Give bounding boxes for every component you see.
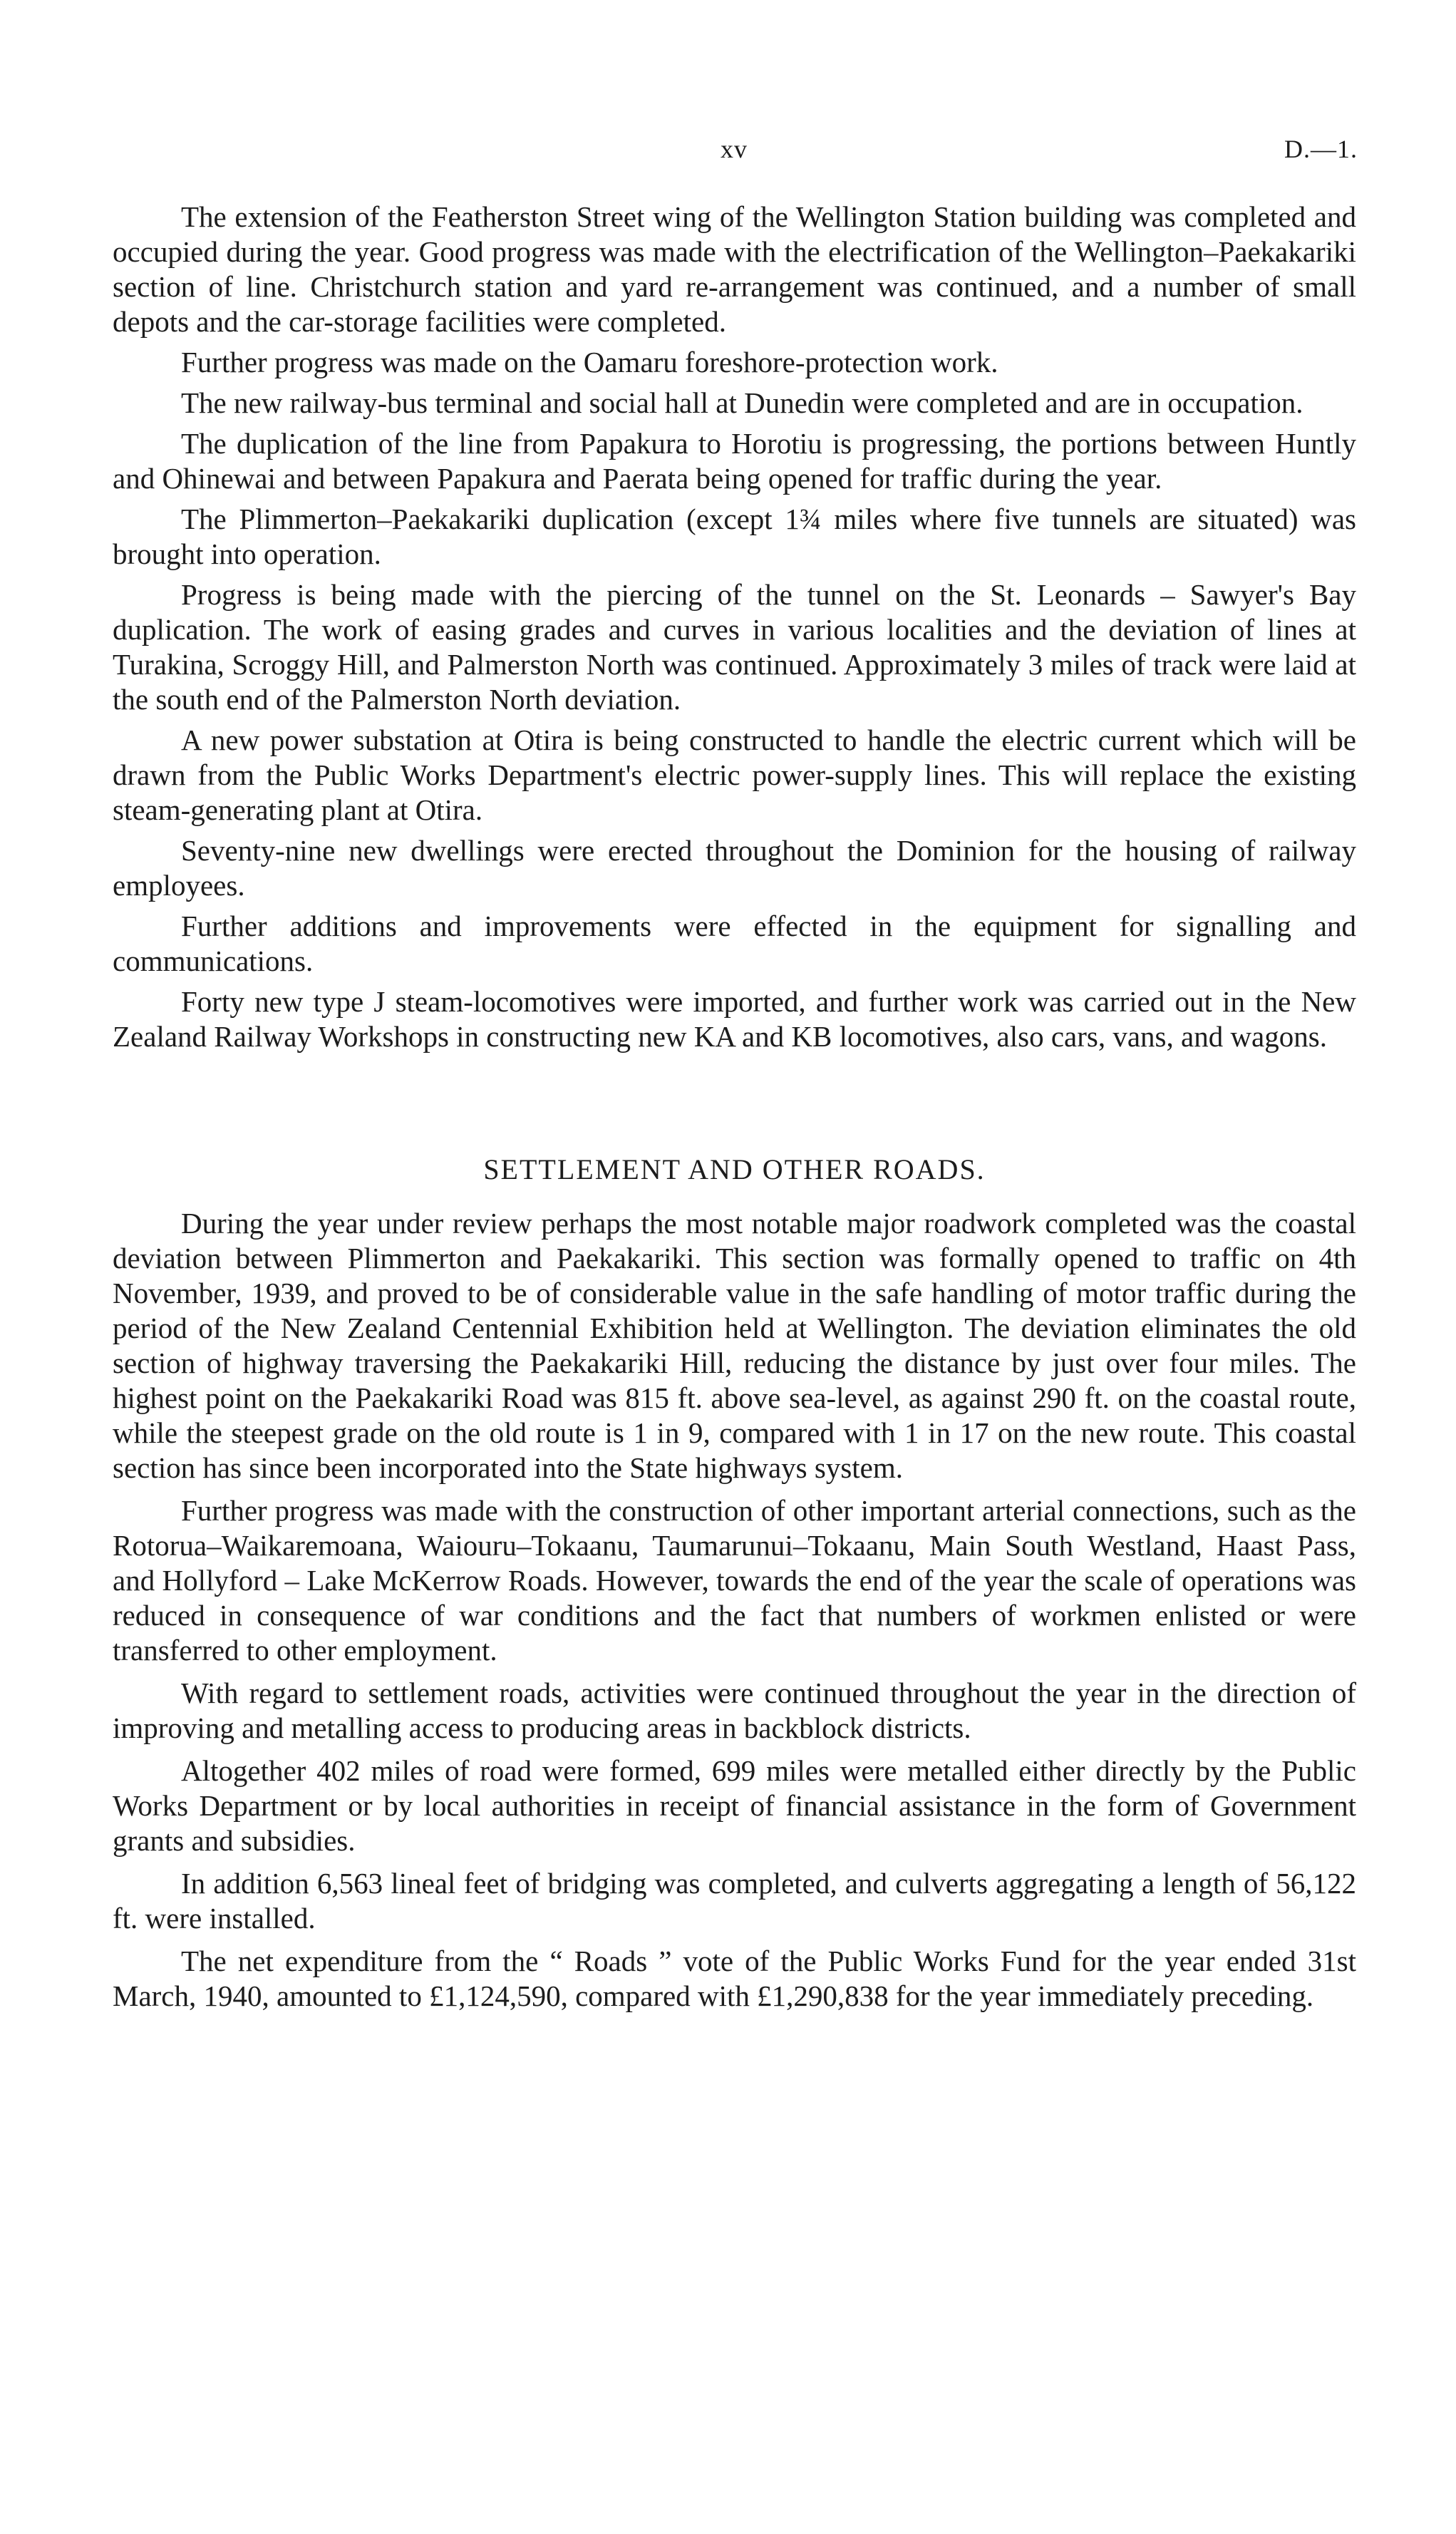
paragraph: With regard to settlement roads, activities were continued throughout the year in the direction of improving and metalling access to producing areas in backblock districts. <box>113 1677 1356 1744</box>
paragraph: The net expenditure from the “ Roads ” vote of the Public Works Fund for the year ended 31st March, 1940, amounted to £1,124,590, compared with £1,290,838 for the year immediately preceding. <box>113 1945 1356 2012</box>
roads-section <box>113 1206 1356 2014</box>
document-body <box>113 200 1356 2014</box>
document-reference: D.—1. <box>1284 135 1358 163</box>
paragraph: The new railway-bus terminal and social hall at Dunedin were completed and are in occupation. <box>181 386 1303 419</box>
section-heading: SETTLEMENT AND OTHER ROADS. <box>483 1153 986 1185</box>
paragraph: Further progress was made on the Oamaru foreshore-protection work. <box>181 346 998 378</box>
paragraph: Forty new type J steam-locomotives were imported, and further work was carried out in the New Zealand Railway Workshops in constructing new KA and KB locomotives, also cars, vans, and wagons. <box>113 985 1356 1053</box>
paragraph: Further additions and improvements were effected in the equipment for signalling and communications. <box>113 910 1356 977</box>
paragraph: The Plimmerton–Paekakariki duplication (except 1¾ miles where five tunnels are situated) was brought into operation. <box>113 503 1356 570</box>
page-folio: xv <box>721 135 748 163</box>
paragraph: Altogether 402 miles of road were formed, 699 miles were metalled either directly by the Public Works Department or by local authorities in receipt of financial assistance in the form of Government grants and subsidies. <box>113 1754 1356 1857</box>
paragraph: The extension of the Featherston Street wing of the Wellington Station building was completed and occupied during the year. Good progress was made with the electrification of the Wellington–Paekakariki section of line. Christchurch station and yard re-arrangement was continued, and a number of small depots and the car-storage facilities were completed. <box>113 200 1356 338</box>
railways-section <box>113 200 1356 1054</box>
paragraph: Seventy-nine new dwellings were erected throughout the Dominion for the housing of railway employees. <box>113 834 1356 902</box>
paragraph: A new power substation at Otira is being constructed to handle the electric current which will be drawn from the Public Works Department's electric power-supply lines. This will replace the existing steam-generating plant at Otira. <box>113 723 1356 826</box>
paragraph: The duplication of the line from Papakura to Horotiu is progressing, the portions between Huntly and Ohinewai and between Papakura and Paerata being opened for traffic during the year. <box>113 427 1356 495</box>
paragraph: Further progress was made with the construction of other important arterial connections, such as the Rotorua–Waikaremoana, Waiouru–Tokaanu, Taumarunui–Tokaanu, Main South Westland, Haast Pass, and Hollyford – Lake McKerrow Roads. However, towards the end of the year the scale of operations was reduced in consequence of war conditions and the fact that numbers of workmen enlisted or were transferred to other employment. <box>113 1494 1356 1667</box>
paragraph: Progress is being made with the piercing of the tunnel on the St. Leonards – Sawyer's Bay duplication. The work of easing grades and curves in various localities and the deviation of lines at Turakina, Scroggy Hill, and Palmerston North was continued. Approximately 3 miles of track were laid at the south end of the Palmerston North deviation. <box>113 578 1356 716</box>
paragraph: During the year under review perhaps the most notable major roadwork completed was the coastal deviation between Plimmerton and Paekakariki. This section was formally opened to traffic on 4th November, 1939, and proved to be of considerable value in the safe handling of motor traffic during the period of the New Zealand Centennial Exhibition held at Wellington. The deviation eliminates the old section of highway traversing the Paekakariki Hill, reducing the distance by just over four miles. The highest point on the Paekakariki Road was 815 ft. above sea-level, as against 290 ft. on the coastal route, while the steepest grade on the old route is 1 in 9, compared with 1 in 17 on the new route. This coastal section has since been incorporated into the State highways system. <box>113 1207 1356 1484</box>
paragraph: In addition 6,563 lineal feet of bridging was completed, and culverts aggregating a length of 56,122 ft. were installed. <box>113 1867 1356 1935</box>
